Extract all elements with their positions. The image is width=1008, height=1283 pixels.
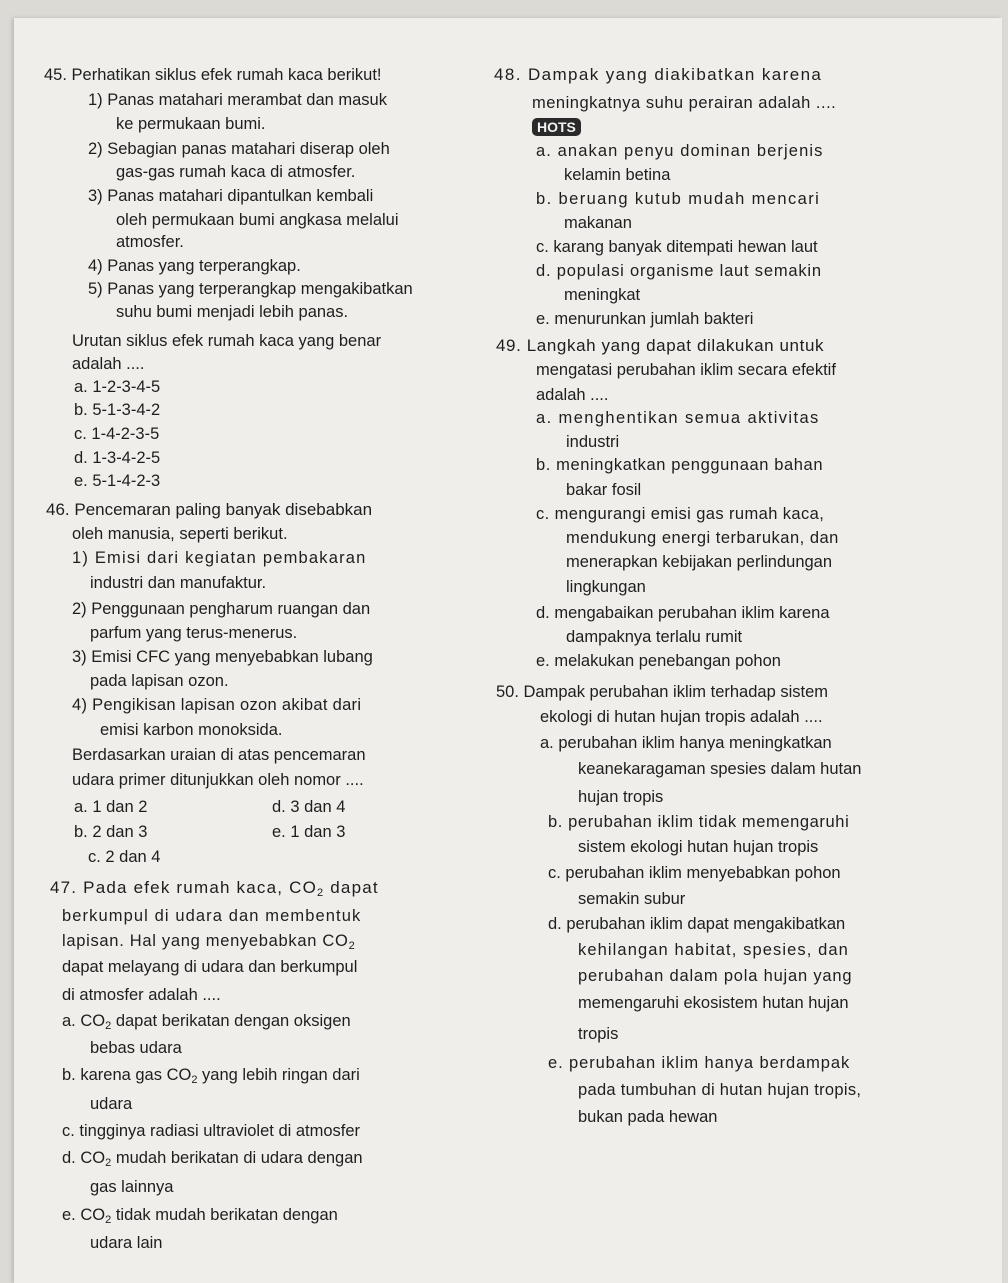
q45-statement-1: 1) Panas matahari merambat dan masuk [88, 91, 387, 109]
q47-line-3-text: lapisan. Hal yang menyebabkan CO [62, 932, 349, 950]
q47-option-b-text: yang lebih ringan dari [197, 1066, 360, 1084]
q46-option-c[interactable]: c. 2 dan 4 [88, 848, 161, 866]
q50-option-a-cont: keanekaragaman spesies dalam hutan [578, 760, 862, 778]
q45-statement-3-end: atmosfer. [116, 233, 184, 251]
q49-option-c[interactable]: c. mengurangi emisi gas rumah kaca, [536, 505, 825, 523]
q47-option-d-cont: gas lainnya [90, 1178, 174, 1196]
q50-option-b[interactable]: b. perubahan iklim tidak memengaruhi [548, 813, 850, 831]
q50-option-a[interactable]: a. perubahan iklim hanya meningkatkan [540, 734, 832, 752]
q50-title-cont: ekologi di hutan hujan tropis adalah .... [540, 708, 823, 726]
q45-statement-5: 5) Panas yang terperangkap mengakibatkan [88, 280, 413, 298]
q49-option-b[interactable]: b. meningkatkan penggunaan bahan [536, 456, 824, 474]
q45-prompt-cont: adalah .... [72, 355, 145, 373]
q47-option-d-pre: d. CO [62, 1149, 106, 1167]
q46-statement-4-cont: emisi karbon monoksida. [100, 721, 283, 739]
q45-title: 45. Perhatikan siklus efek rumah kaca berikut! [44, 66, 382, 84]
q46-statement-2: 2) Penggunaan pengharum ruangan dan [72, 600, 371, 618]
q49-option-e[interactable]: e. melakukan penebangan pohon [536, 652, 781, 670]
q50-option-d-cont4: tropis [578, 1025, 619, 1043]
q47-option-a-pre: a. CO [62, 1012, 106, 1030]
q47-option-a[interactable] [62, 1010, 351, 1032]
q47-title [50, 877, 379, 899]
q50-option-c[interactable]: c. perubahan iklim menyebabkan pohon [548, 864, 841, 882]
q46-statement-3-cont: pada lapisan ozon. [90, 672, 229, 690]
q49-option-d[interactable]: d. mengabaikan perubahan iklim karena [536, 604, 830, 622]
q45-statement-4: 4) Panas yang terperangkap. [88, 257, 301, 275]
q46-statement-2-cont: parfum yang terus-menerus. [90, 624, 298, 642]
q47-option-d-text: mudah berikatan di udara dengan [111, 1149, 363, 1167]
q46-option-b[interactable]: b. 2 dan 3 [74, 823, 148, 841]
q45-statement-3: 3) Panas matahari dipantulkan kembali [88, 187, 374, 205]
q49-option-b-cont: bakar fosil [566, 481, 642, 499]
q47-line-5: di atmosfer adalah .... [62, 986, 221, 1004]
q49-option-c-cont: mendukung energi terbarukan, dan [566, 529, 839, 547]
q47-line-3 [62, 930, 355, 952]
q47-option-e-text: tidak mudah berikatan dengan [111, 1206, 338, 1224]
q47-option-a-text: dapat berikatan dengan oksigen [111, 1012, 351, 1030]
q48-title-cont: meningkatnya suhu perairan adalah .... [532, 94, 837, 112]
q45-statement-1-cont: ke permukaan bumi. [116, 115, 266, 133]
q48-option-e[interactable]: e. menurunkan jumlah bakteri [536, 310, 754, 328]
q47-option-e-sub: 2 [105, 1214, 112, 1226]
q47-option-b-pre: b. karena gas CO [62, 1066, 192, 1084]
q47-title-sub: 2 [317, 887, 325, 899]
q45-statement-2: 2) Sebagian panas matahari diserap oleh [88, 140, 390, 158]
q46-title-cont: oleh manusia, seperti berikut. [72, 525, 288, 543]
q46-statement-1: 1) Emisi dari kegiatan pembakaran [72, 549, 367, 567]
hots-badge: HOTS [532, 118, 581, 136]
q49-option-a-cont: industri [566, 433, 620, 451]
q50-option-d-cont: kehilangan habitat, spesies, dan [578, 941, 849, 959]
q46-option-a[interactable]: a. 1 dan 2 [74, 798, 148, 816]
q50-option-d-cont2: perubahan dalam pola hujan yang [578, 967, 853, 985]
q46-prompt: Berdasarkan uraian di atas pencemaran [72, 746, 366, 764]
q45-option-d[interactable]: d. 1-3-4-2-5 [74, 449, 161, 467]
q49-option-c-cont2: menerapkan kebijakan perlindungan [566, 553, 833, 571]
q47-option-a-cont: bebas udara [90, 1039, 182, 1057]
q47-option-b-sub: 2 [191, 1074, 198, 1086]
q47-line-4: dapat melayang di udara dan berkumpul [62, 958, 358, 976]
q50-option-e[interactable]: e. perubahan iklim hanya berdampak [548, 1054, 851, 1072]
q48-title: 48. Dampak yang diakibatkan karena [494, 65, 823, 84]
q47-option-b[interactable] [62, 1064, 360, 1086]
q50-option-a-cont2: hujan tropis [578, 788, 664, 806]
q47-title-text: 47. Pada efek rumah kaca, CO [50, 878, 318, 897]
q48-option-a[interactable]: a. anakan penyu dominan berjenis [536, 142, 824, 160]
q50-option-e-cont: pada tumbuhan di hutan hujan tropis, [578, 1081, 862, 1099]
q47-option-e-pre: e. CO [62, 1206, 106, 1224]
q49-title: 49. Langkah yang dapat dilakukan untuk [496, 336, 825, 355]
q47-line-2: berkumpul di udara dan membentuk [62, 907, 362, 925]
q46-statement-1-cont: industri dan manufaktur. [90, 574, 267, 592]
q45-prompt: Urutan siklus efek rumah kaca yang benar [72, 332, 382, 350]
q50-title: 50. Dampak perubahan iklim terhadap sistem [496, 683, 829, 701]
q48-option-d-cont: meningkat [564, 286, 641, 304]
q50-option-d-cont3: memengaruhi ekosistem hutan hujan [578, 994, 849, 1012]
q50-option-c-cont: semakin subur [578, 890, 686, 908]
q45-statement-2-cont: gas-gas rumah kaca di atmosfer. [116, 163, 356, 181]
q50-option-b-cont: sistem ekologi hutan hujan tropis [578, 838, 819, 856]
q48-option-b[interactable]: b. beruang kutub mudah mencari [536, 190, 821, 208]
q46-statement-3: 3) Emisi CFC yang menyebabkan lubang [72, 648, 373, 666]
q45-option-a[interactable]: a. 1-2-3-4-5 [74, 378, 161, 396]
q49-option-c-cont3: lingkungan [566, 578, 646, 596]
q48-option-b-cont: makanan [564, 214, 632, 232]
q47-option-e-cont: udara lain [90, 1234, 163, 1252]
q47-option-c[interactable]: c. tingginya radiasi ultraviolet di atmosfer [62, 1122, 361, 1140]
q48-option-a-cont: kelamin betina [564, 166, 671, 184]
q49-title-cont: mengatasi perubahan iklim secara efektif [536, 361, 836, 379]
q46-title: 46. Pencemaran paling banyak disebabkan [46, 500, 373, 519]
q45-option-b[interactable]: b. 5-1-3-4-2 [74, 401, 161, 419]
q50-option-e-cont2: bukan pada hewan [578, 1108, 718, 1126]
q46-statement-4: 4) Pengikisan lapisan ozon akibat dari [72, 696, 362, 714]
q45-statement-5-cont: suhu bumi menjadi lebih panas. [116, 303, 349, 321]
q45-statement-3-cont: oleh permukaan bumi angkasa melalui [116, 211, 399, 229]
q48-option-c[interactable]: c. karang banyak ditempati hewan laut [536, 238, 818, 256]
q46-option-e[interactable]: e. 1 dan 3 [272, 823, 346, 841]
q47-option-a-sub: 2 [105, 1020, 112, 1032]
q47-option-b-cont: udara [90, 1095, 133, 1113]
q47-option-e[interactable] [62, 1204, 338, 1226]
q48-option-d[interactable]: d. populasi organisme laut semakin [536, 262, 822, 280]
q47-option-d-sub: 2 [105, 1157, 112, 1169]
q46-prompt-cont: udara primer ditunjukkan oleh nomor .... [72, 771, 364, 789]
q45-option-c[interactable]: c. 1-4-2-3-5 [74, 425, 160, 443]
q47-option-d[interactable] [62, 1147, 363, 1169]
q49-option-d-cont: dampaknya terlalu rumit [566, 628, 743, 646]
q47-title-end: dapat [324, 878, 379, 897]
q50-option-d[interactable]: d. perubahan iklim dapat mengakibatkan [548, 915, 846, 933]
q49-title-end: adalah .... [536, 386, 609, 404]
q45-option-e[interactable]: e. 5-1-4-2-3 [74, 472, 161, 490]
q46-option-d[interactable]: d. 3 dan 4 [272, 798, 346, 816]
q48-badge-row [532, 116, 581, 138]
q47-line-3-sub: 2 [348, 940, 356, 952]
q49-option-a[interactable]: a. menghentikan semua aktivitas [536, 409, 820, 427]
